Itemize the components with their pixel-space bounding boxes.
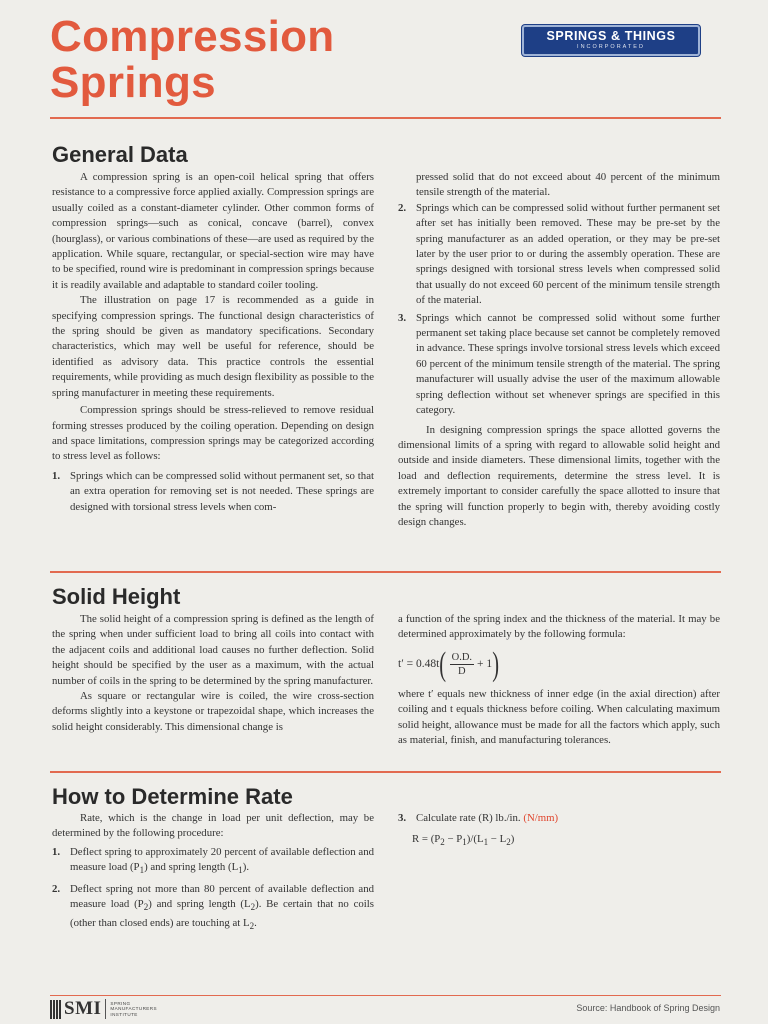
list-number: 2. (52, 882, 61, 895)
thickness-formula: t′ = 0.48t ( $\frac{O.D.}{D}$ + 1 ) (398, 645, 500, 683)
solid-paragraph-4: where t′ equals new thickness of inner edge (in the axial direction) after coiling and t equals thickness before coiling. When calculating maximum solid height, allowance must be made for all the factors which apply, such as material, finish, and manufacturing tolerances. (398, 687, 720, 747)
formula-numerator: O.D. (451, 652, 473, 664)
general-right-column (398, 170, 720, 530)
list-number: 3. (398, 812, 407, 824)
list-text: Deflect spring to approximately 20 percent of available deflection and measure load $(P_1)$ and spring length $(L_1)$. (70, 845, 374, 876)
smi-logo (50, 997, 157, 1021)
divider (50, 117, 721, 119)
rate-right-column (398, 811, 720, 851)
general-paragraph-4: In designing compression springs the space allotted governs the dimensional limits of a spring with regard to allowable solid height and outside and inside diameters. These dimensional limits, together with the load and deflection requirements, determine the stress level. It is extremely important to consider carefully the space allotted to insure that the spring will function properly to begin with, thereby avoiding costly design changes. (398, 423, 720, 528)
rate-left-column (52, 811, 374, 934)
list-item (398, 811, 720, 826)
springs-and-things-logo (522, 25, 700, 56)
list-text: pressed solid that do not exceed about 40 percent of the minimum tensile strength of the material. (416, 171, 720, 199)
list-number: 3. (398, 311, 407, 324)
list-text: Springs which cannot be compressed solid without some further permanent set taking place because set cannot be completely removed in advance. These springs involve torsional stress levels which exceed 60 percent of the minimum tensile strength of the material. The spring manufacturer will usually advise the user of the maximum allowable spring deflection without set whenever springs are specified in this category. (416, 311, 720, 417)
solid-paragraph-1: The solid height of a compression spring is defined as the length of the spring when under sufficient load to bring all coils into contact with the adjacent coils and additional load causes no further deflection. Solid height should be specified by the user as a maximum, with the actual number of coils in the spring to be determined by the spring manufacturer. (52, 613, 374, 687)
solid-paragraph-2: As square or rectangular wire is coiled, the wire cross-section deforms slightly into a keystone or trapezoidal shape, which increases the solid height considerably. This dimensional change is (52, 690, 374, 733)
logo-main-text: SPRINGS & THINGS (546, 29, 676, 43)
list-number: 2. (398, 201, 407, 214)
solid-right-column (398, 612, 720, 748)
page-title (50, 14, 334, 106)
list-item-continued (398, 170, 720, 201)
list-text: Calculate rate (R) lb./in. (N/mm) (416, 812, 559, 824)
list-text: Deflect spring not more than 80 percent of available deflection and measure load $(P_2)$ and spring length $(L_2)$. Be certain that no coils (other than closed ends) are touching at $L_2$. (70, 882, 374, 931)
general-paragraph-1: A compression spring is an open-coil helical spring that offers resistance to a compressive force applied axially. Compression springs are usually coiled as a constant-diameter cylinder. Other common forms of compression springs—such as conical, concave (barrel), convex (hourglass), or various combinations of these—are used as required by the application. While square, rectangular, or special-section wire may have to be specified, round wire is predominant in compression springs because it is readily available and adaptable to standard coiler tooling. (52, 171, 374, 291)
list-item (398, 201, 720, 309)
divider (50, 571, 721, 573)
list-item (52, 469, 374, 515)
list-number: 1. (52, 469, 61, 482)
metric-unit: (N/mm) (523, 812, 559, 824)
divider (50, 995, 721, 996)
solid-paragraph-3: a function of the spring index and the thickness of the material. It may be determined approximately by the following formula: (398, 613, 720, 641)
list-item (52, 845, 374, 879)
section-heading-general: General Data (52, 142, 188, 167)
logo-sub-text: INCORPORATED (577, 44, 645, 50)
divider (50, 771, 721, 773)
list-number: 1. (52, 845, 61, 858)
rate-formula: $R = (P_2 - P_1)/(L_1 - L_2)$ (412, 833, 515, 848)
smi-text: SMI (64, 999, 106, 1019)
formula-fraction (450, 651, 474, 678)
list-item (398, 311, 720, 419)
rate-paragraph-1: Rate, which is the change in load per unit deflection, may be determined by the following procedure: (52, 812, 374, 840)
list-text: Springs which can be compressed solid without further permanent set after set has initially been removed. These may be pre-set by the spring manufacturer as an added operation, or they may be pre-set later by the user prior to or during the assembly operation. These are springs designed with torsional stress levels when compressed solid that usually do not exceed 60 percent of the minimum tensile strength of the material. (416, 201, 720, 307)
title-line-1: Compression (50, 12, 335, 61)
section-heading-rate: How to Determine Rate (52, 784, 293, 809)
formula-lhs: t′ = 0.48t (398, 658, 440, 671)
formula-denominator: D (458, 666, 466, 678)
section-heading-solid-height: Solid Height (52, 584, 181, 609)
list-text: Springs which can be compressed solid without permanent set, so that an extra operation for removing set is not needed. These springs are designed with torsional stress levels when com- (70, 469, 374, 513)
list-item (52, 882, 374, 935)
smi-fullname: SPRING MANUFACTURERS INSTITUTE (110, 1001, 157, 1017)
general-paragraph-2: The illustration on page 17 is recommended as a guide in specifying compression springs. The functional design characteristics of the spring should be given as mandatory specifications. Secondary characteristics, which may well be useful for reference, should be identified as advisory data. This practice controls the essential requirements, while providing as much design flexibility as possible to the spring manufacturer in meeting these requirements. (52, 294, 374, 399)
formula-plus: + 1 (477, 658, 493, 671)
title-line-2: Springs (50, 58, 216, 107)
barcode-mark-icon (50, 999, 62, 1019)
source-citation: Source: Handbook of Spring Design (576, 1003, 720, 1013)
general-left-column (52, 170, 374, 515)
general-paragraph-3: Compression springs should be stress-relieved to remove residual forming stresses produced by the coiling operation. Depending on design and space limitations, compression springs may be categorized according to stress level as follows: (52, 404, 374, 463)
solid-left-column (52, 612, 374, 735)
